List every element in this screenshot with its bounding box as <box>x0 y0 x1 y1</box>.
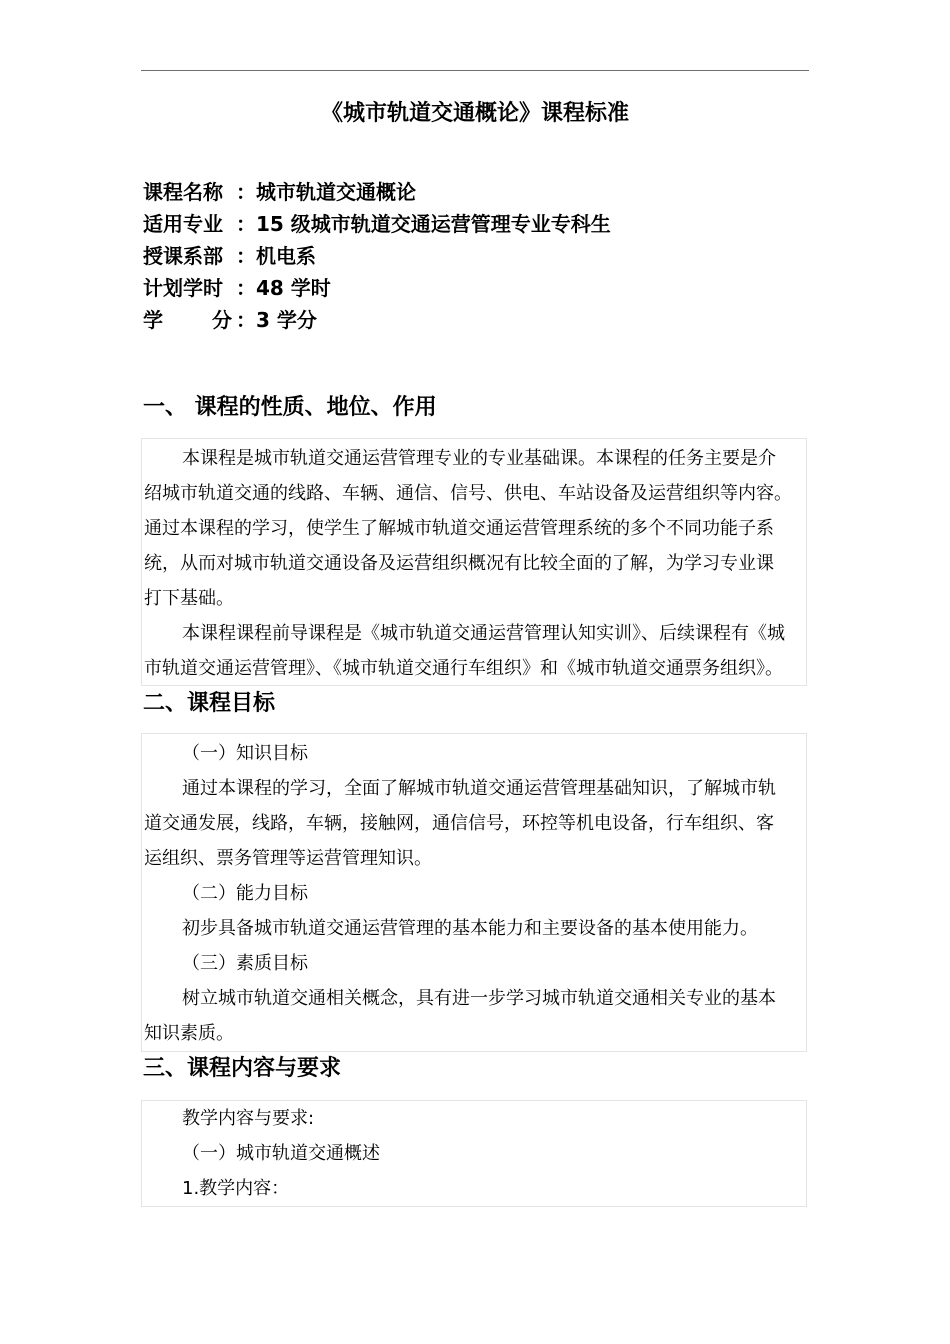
major-label: 适用专业 <box>143 212 223 236</box>
paragraph-line: 道交通发展，线路，车辆，接触网，通信信号，环控等机电设备，行车组织、客 <box>144 813 774 834</box>
section-heading-nature: 一、 课程的性质、地位、作用 <box>143 395 437 420</box>
subheading-ability: （二）能力目标 <box>182 883 308 904</box>
paragraph-line: 运组织、票务管理等运营管理知识。 <box>144 848 432 869</box>
course-name-row <box>143 176 611 208</box>
separator: ： <box>236 180 256 204</box>
major-row <box>143 208 611 240</box>
hours-label: 计划学时 <box>143 276 223 300</box>
credit-value: 3 学分 <box>256 308 317 332</box>
section-content-body <box>141 1100 807 1207</box>
major-value: 15 级城市轨道交通运营管理专业专科生 <box>256 212 611 236</box>
paragraph-line: 本课程课程前导课程是《城市轨道交通运营管理认知实训》、后续课程有《城 <box>182 623 785 644</box>
course-name-label: 课程名称 <box>143 180 223 204</box>
section-objectives-body <box>141 733 807 1052</box>
document-title: 《城市轨道交通概论》课程标准 <box>320 101 629 126</box>
paragraph-line: 通过本课程的学习，使学生了解城市轨道交通运营管理系统的多个不同功能子系 <box>144 518 774 539</box>
dept-label: 授课系部 <box>143 244 223 268</box>
paragraph-line: 统，从而对城市轨道交通设备及运营组织概况有比较全面的了解，为学习专业课 <box>144 553 774 574</box>
credit-label <box>143 304 236 336</box>
paragraph-line: 市轨道交通运营管理》、《城市轨道交通行车组织》和《城市轨道交通票务组织》。 <box>144 658 783 679</box>
paragraph-line: 初步具备城市轨道交通运营管理的基本能力和主要设备的基本使用能力。 <box>182 918 758 939</box>
separator: ： <box>236 308 256 332</box>
header-rule <box>141 70 809 71</box>
credit-row <box>143 304 611 336</box>
credit-label-part: 学 <box>143 308 163 332</box>
separator: ： <box>236 276 256 300</box>
dept-value: 机电系 <box>256 244 316 268</box>
paragraph-line: 树立城市轨道交通相关概念，具有进一步学习城市轨道交通相关专业的基本 <box>182 988 776 1009</box>
credit-label-part: 分 <box>212 308 232 332</box>
paragraph-line: 通过本课程的学习，全面了解城市轨道交通运营管理基础知识，了解城市轨 <box>182 778 776 799</box>
course-info <box>143 176 611 336</box>
section-heading-content: 三、课程内容与要求 <box>143 1056 342 1081</box>
subheading-knowledge: （一）知识目标 <box>182 743 308 764</box>
paragraph-line: 绍城市轨道交通的线路、车辆、通信、信号、供电、车站设备及运营组织等内容。 <box>144 483 792 504</box>
section-heading-objectives: 二、课程目标 <box>143 691 276 716</box>
course-name-value: 城市轨道交通概论 <box>256 180 416 204</box>
paragraph-line: 1.教学内容： <box>182 1178 290 1199</box>
paragraph-line: 本课程是城市轨道交通运营管理专业的专业基础课。本课程的任务主要是介 <box>182 448 776 469</box>
paragraph-line: 知识素质。 <box>144 1023 234 1044</box>
paragraph-line: 教学内容与要求: <box>182 1108 315 1129</box>
separator: ： <box>236 244 256 268</box>
separator: ： <box>236 212 256 236</box>
dept-row <box>143 240 611 272</box>
paragraph-line: 打下基础。 <box>144 588 234 609</box>
subheading-quality: （三）素质目标 <box>182 953 308 974</box>
hours-row <box>143 272 611 304</box>
subheading-overview: （一）城市轨道交通概述 <box>182 1143 380 1164</box>
section-nature-body <box>141 438 807 686</box>
hours-value: 48 学时 <box>256 276 331 300</box>
